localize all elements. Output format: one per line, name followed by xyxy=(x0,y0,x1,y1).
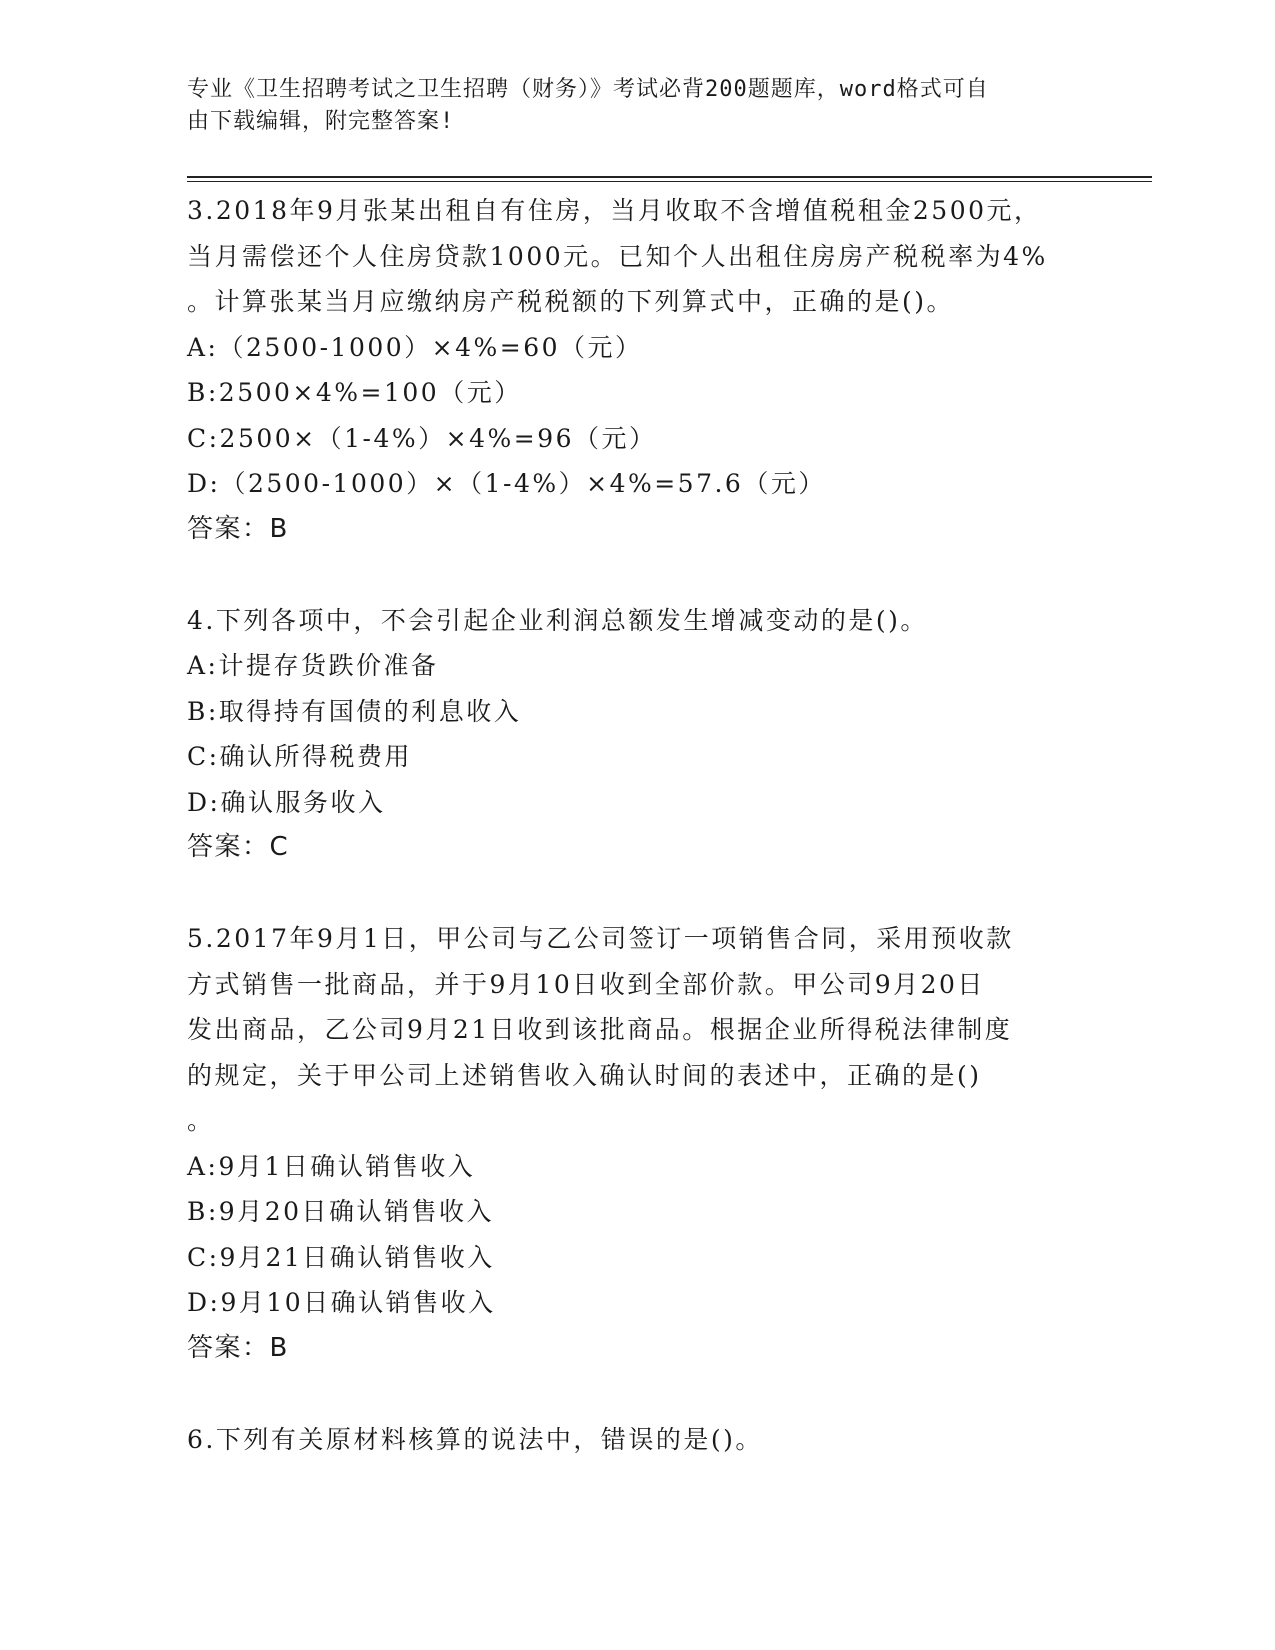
question-stem-line: 方式销售一批商品，并于9月10日收到全部价款。甲公司9月20日 xyxy=(187,969,985,999)
option-c: C:9月21日确认销售收入 xyxy=(187,1242,495,1272)
question-stem-line: 4.下列各项中，不会引起企业利润总额发生增减变动的是()。 xyxy=(187,605,928,635)
question-5 xyxy=(187,916,1087,1371)
option-c: C:确认所得税费用 xyxy=(187,742,413,771)
question-6 xyxy=(187,1417,1087,1463)
question-stem-line: 6.下列有关原材料核算的说法中，错误的是()。 xyxy=(187,1424,763,1454)
option-b: B:9月20日确认销售收入 xyxy=(187,1197,495,1226)
question-3 xyxy=(187,188,1087,552)
question-spacer xyxy=(187,1371,1087,1417)
option-b: B:取得持有国债的利息收入 xyxy=(187,696,522,726)
document-page xyxy=(187,0,1152,1650)
question-stem-line: 当月需偿还个人住房贷款1000元。已知个人出租住房房产税税率为4% xyxy=(187,241,1048,271)
answer-line: 答案：B xyxy=(187,513,289,544)
option-d: D:9月10日确认销售收入 xyxy=(187,1288,496,1317)
header-divider-thin xyxy=(187,181,1152,182)
question-4 xyxy=(187,598,1087,871)
question-stem-line: 发出商品，乙公司9月21日收到该批商品。根据企业所得税法律制度 xyxy=(187,1015,1013,1044)
option-a: A:9月1日确认销售收入 xyxy=(187,1151,476,1181)
option-a: A:（2500-1000）×4%=60（元） xyxy=(187,332,643,362)
question-stem-line: 。 xyxy=(187,1106,215,1135)
answer-line: 答案：B xyxy=(187,1332,289,1363)
option-a: A:计提存货跌价准备 xyxy=(187,651,439,680)
option-d: D:确认服务收入 xyxy=(187,787,386,817)
question-stem-line: 的规定，关于甲公司上述销售收入确认时间的表述中，正确的是() xyxy=(187,1060,982,1090)
question-list xyxy=(187,188,1087,1462)
question-stem-line: 。计算张某当月应缴纳房产税税额的下列算式中，正确的是()。 xyxy=(187,287,955,316)
answer-line: 答案：C xyxy=(187,832,290,862)
header-line-1: 专业《卫生招聘考试之卫生招聘（财务）》考试必背200题题库，word格式可自 xyxy=(187,77,989,102)
question-stem-line: 3.2018年9月张某出租自有住房，当月收取不含增值税租金2500元， xyxy=(187,196,1042,225)
header-divider-thick xyxy=(187,176,1152,178)
question-spacer xyxy=(187,552,1087,598)
option-d: D:（2500-1000）×（1-4%）×4%=57.6（元） xyxy=(187,469,826,498)
option-b: B:2500×4%=100（元） xyxy=(187,378,522,407)
header-line-2: 由下载编辑，附完整答案! xyxy=(187,109,455,134)
question-stem-line: 5.2017年9月1日，甲公司与乙公司签订一项销售合同，采用预收款 xyxy=(187,924,1014,953)
question-spacer xyxy=(187,871,1087,917)
document-header xyxy=(187,74,1087,138)
option-c: C:2500×（1-4%）×4%=96（元） xyxy=(187,423,657,453)
